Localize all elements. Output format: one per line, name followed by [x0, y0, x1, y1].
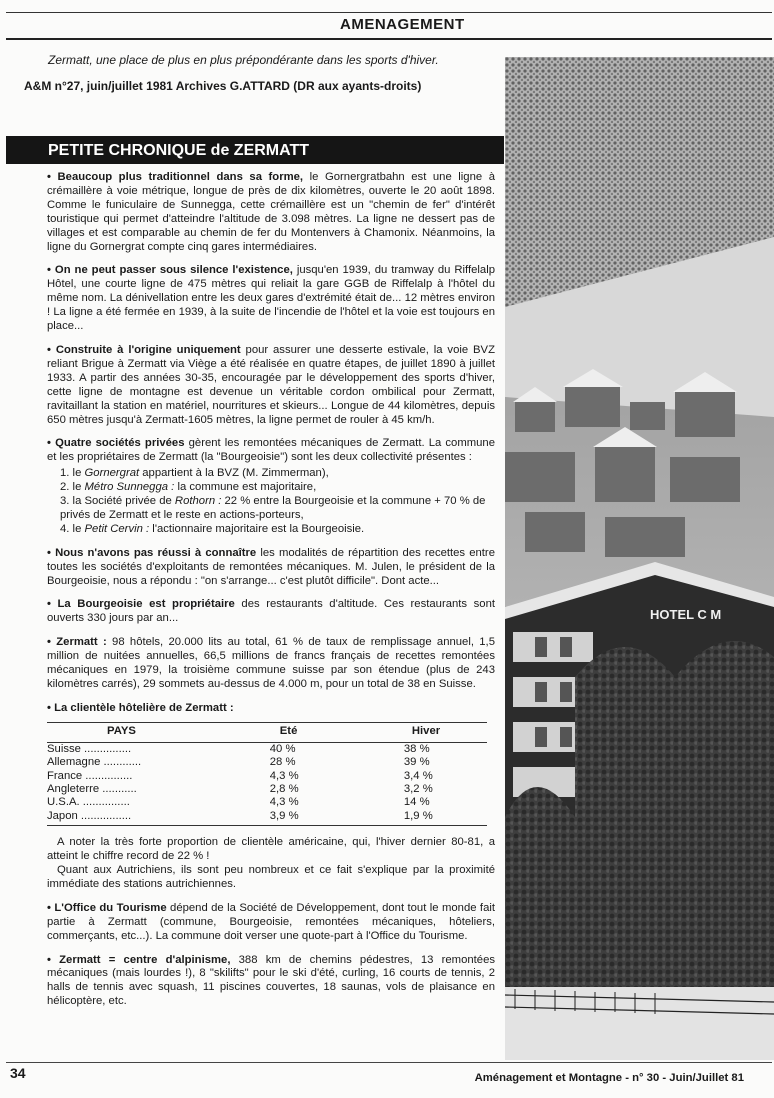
- item-name: Petit Cervin :: [84, 522, 150, 535]
- item-text: l'actionnaire majoritaire est la Bourgeoisie.: [149, 522, 365, 535]
- paragraph: A noter la très forte proportion de clientèle américaine, qui, l'hiver dernier 80-81, a atteint le chiffre record de 22 % !: [47, 836, 495, 863]
- cell-ete: 3,9 %: [266, 810, 398, 826]
- cell-hiver: 1,9 %: [398, 810, 487, 826]
- list-item: [60, 481, 495, 495]
- paragraph-text: 388 km de chemins pédestres, 13 remontées mécaniques (mais lourdes !), 8 "skilifts" pour le ski d'été, curling, 16 courts de tennis, 2 halls de tennis avec squash, 11 piscines couvertes, 18 saunas, vols de plaisance en hélicoptère, etc.: [47, 953, 495, 1008]
- paragraph-lead: • On ne peut passer sous silence l'existence,: [47, 264, 293, 277]
- paragraph: [47, 437, 495, 465]
- paragraph: [47, 547, 495, 589]
- list-item: [60, 495, 495, 523]
- paragraph-lead: • Nous n'avons pas réussi à connaître: [47, 546, 257, 559]
- cell-ete: 4,3 %: [269, 796, 299, 809]
- section-name: AMENAGEMENT: [340, 16, 465, 33]
- paragraph-lead: • Quatre sociétés privées: [47, 437, 185, 450]
- footer-rule: [6, 1062, 772, 1063]
- cell-hiver: 38 %: [403, 742, 430, 755]
- cell-ete: 40 %: [269, 742, 296, 755]
- paragraph-lead: • Construite à l'origine uniquement: [47, 343, 241, 356]
- table-row: [47, 796, 487, 809]
- paragraph: [47, 264, 495, 334]
- paragraph-lead: • L'Office du Tourisme: [47, 901, 167, 914]
- item-text: la commune est majoritaire,: [174, 481, 317, 494]
- paragraph: [47, 171, 495, 254]
- cell-ete: 2,8 %: [269, 782, 299, 795]
- photo-illustration: [505, 57, 774, 1060]
- societes-list: [47, 467, 495, 537]
- hotel-sign: HOTEL C M: [650, 607, 722, 622]
- item-number: 3. la Société privée de: [60, 495, 175, 508]
- table-row: [47, 810, 487, 826]
- item-number: 2. le: [60, 481, 85, 494]
- list-item: [60, 523, 495, 537]
- cell-hiver: 14 %: [403, 796, 430, 809]
- zermatt-photo: [505, 57, 774, 1060]
- item-number: 4. le: [60, 522, 85, 535]
- cell-pays: Angleterre ...........: [47, 782, 137, 795]
- table-row: [47, 783, 487, 796]
- table-row: [47, 742, 487, 756]
- cell-pays: U.S.A. ...............: [47, 796, 130, 809]
- top-rule: [6, 12, 772, 13]
- cell-hiver: 3,4 %: [403, 769, 433, 782]
- paragraph-lead: • Beaucoup plus traditionnel dans sa forme,: [47, 171, 304, 183]
- cell-ete: 4,3 %: [269, 769, 299, 782]
- cell-pays: Japon ................: [47, 810, 266, 826]
- paragraph: Quant aux Autrichiens, ils sont peu nombreux et ce fait s'explique par la proximité immédiate des stations autrichiennes.: [47, 863, 495, 890]
- clientele-table: [47, 722, 487, 826]
- paragraph-lead: • Zermatt :: [47, 636, 107, 649]
- photo-caption: Zermatt, une place de plus en plus prépondérante dans les sports d'hiver.: [48, 53, 439, 67]
- paragraph: [47, 344, 495, 427]
- paragraph-text: jusqu'en 1939, du tramway du Riffelalp Hôtel, une courte ligne de 475 mètres qui reliait la gare GGB de Riffelalp à l'hôtel du même nom. La dénivellation entre les deux gares d'extrémité était de... 12 mètres environ ! La ligne a été fermée en 1939, à la suite de l'incendie de l'hôtel et la voie est toujours en place...: [47, 264, 495, 333]
- paragraph-text: pour assurer une desserte estivale, la voie BVZ reliant Brigue à Zermatt via Viège a été réalisée en quatre étapes, de juillet 1890 à juillet 1933. A partir des années 30-35, encouragée par le développement des sports d'hiver, cette ligne de montagne est devenue un véritable cordon ombilical pour Zermatt, ravitaillant la station en matériel, nourritures et skieurs... Longue de 44 kilomètres, depuis 650 mètres jusqu'à Zermatt-1605 mètres, la ligne permet de rouler à 45 km/h.: [47, 343, 495, 426]
- table-header-row: [47, 722, 487, 742]
- paragraph-lead: • La clientèle hôtelière de Zermatt :: [47, 701, 234, 714]
- paragraph: [47, 702, 495, 716]
- list-item: [60, 467, 495, 481]
- col-header-ete: Eté: [266, 722, 398, 742]
- item-text: 22 % entre la Bourgeoisie et la commune + 70 % de privés de Zermatt et le reste en actions-porteurs,: [60, 495, 486, 521]
- table-row: [47, 756, 487, 769]
- cell-pays: Allemagne ............: [47, 756, 142, 769]
- paragraph-text: les modalités de répartition des recettes entre toutes les sociétés d'exploitants de remontées mécaniques. M. Julen, le président de la Bourgeoisie, nous a répondu : "on s'arrange... c'est plutôt difficile". Dont acte...: [47, 546, 495, 587]
- article-banner: PETITE CHRONIQUE de ZERMATT: [6, 136, 504, 164]
- paragraph-lead: • La Bourgeoisie est propriétaire: [47, 598, 235, 611]
- col-header-pays: PAYS: [47, 722, 266, 742]
- article-column: [47, 171, 495, 1019]
- cell-pays: Suisse ...............: [47, 742, 132, 755]
- paragraph: [47, 902, 495, 944]
- paragraph-text: des restaurants d'altitude. Ces restaurants sont ouverts 330 jours par an...: [47, 598, 495, 625]
- header-rule: [6, 38, 772, 40]
- cell-hiver: 39 %: [403, 756, 430, 769]
- paragraph-text: dépend de la Société de Développement, dont tout le monde fait partie à Zermatt (commune, Bourgeoisie, remontées mécaniques, hôteliers, commerçants, etc...). La commune doit verser une quote-part à l'Office du Tourisme.: [47, 901, 495, 942]
- table-row: [47, 770, 487, 783]
- journal-reference: Aménagement et Montagne - n° 30 - Juin/Juillet 81: [474, 1072, 744, 1084]
- archive-credit: A&M n°27, juin/juillet 1981 Archives G.ATTARD (DR aux ayants-droits): [24, 79, 422, 93]
- paragraph: [47, 954, 495, 1010]
- paragraph-lead: • Zermatt = centre d'alpinisme,: [47, 953, 231, 966]
- paragraph-text: 98 hôtels, 20.000 lits au total, 61 % de taux de remplissage annuel, 1,5 million de nuitées annuelles, 66,5 millions de francs français de recettes remontées mécaniques en 1979, la troisième commune suisse par son étendue (plus de 243 kilomètres carrés), 29 sommets au-dessus de 4.000 m, pour un total de 38 en Suisse.: [47, 636, 495, 690]
- item-name: Rothorn :: [174, 495, 222, 508]
- cell-ete: 28 %: [269, 756, 296, 769]
- item-name: Gornergrat: [84, 467, 140, 480]
- cell-hiver: 3,2 %: [403, 782, 433, 795]
- cell-pays: France ...............: [47, 769, 133, 782]
- item-text: appartient à la BVZ (M. Zimmerman),: [139, 467, 329, 480]
- paragraph: [47, 598, 495, 626]
- paragraph-text: le Gornergratbahn est une ligne à crémaillère à voie métrique, longue de près de dix kilomètres, ouverte le 20 août 1898. Comme le funiculaire de Sunnegga, cette crémaillère est un "chemin de fer" d'intérêt touristique qui permet d'atteindre l'altitude de 3.098 mètres. La ligne ne dessert pas de villages et est comparable au chemin de fer du Montenvers à Chamonix. Néanmoins, la ligne du Gornergrat compte cinq gares intermédiaires.: [47, 171, 495, 253]
- item-number: 1. le: [60, 467, 85, 480]
- item-name: Métro Sunnegga :: [84, 481, 175, 494]
- col-header-hiver: Hiver: [398, 722, 487, 742]
- paragraph-text: gèrent les remontées mécaniques de Zermatt. La commune et les propriétaires de Zermatt (la "Bourgeoisie") sont les deux collectivité présentes :: [47, 437, 496, 464]
- page-number: 34: [10, 1065, 26, 1081]
- paragraph: [47, 636, 495, 692]
